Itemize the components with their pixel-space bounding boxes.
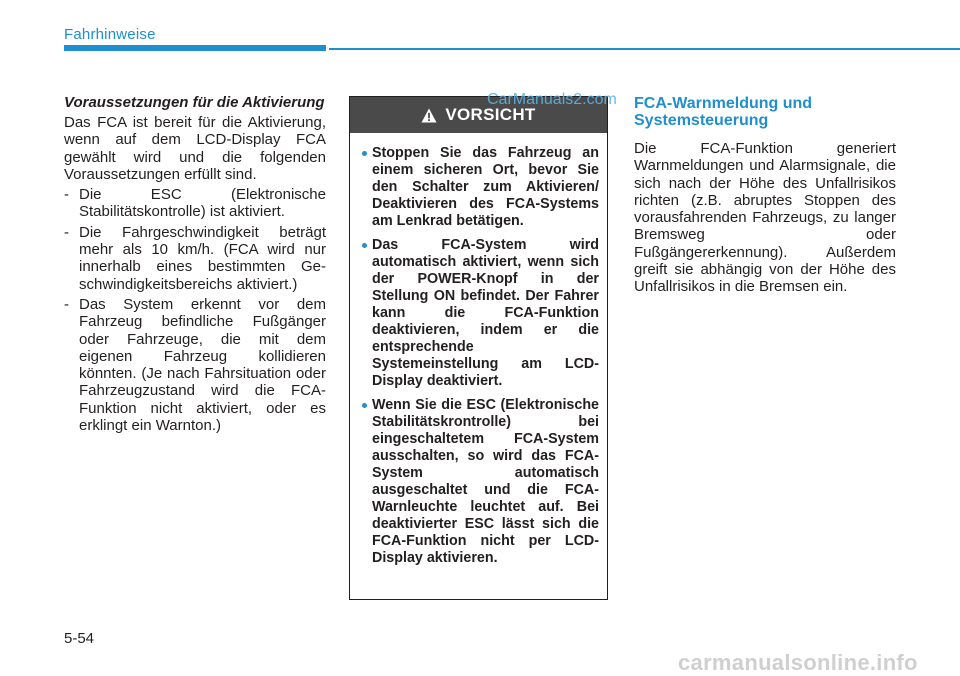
activation-subheading: Voraussetzungen für die Aktivierung [64, 94, 325, 111]
left-column [64, 94, 326, 437]
caution-list [350, 133, 607, 567]
caution-box [349, 96, 608, 600]
list-item: - Die ESC (Elektronische Stabilitätskontrolle) ist aktiviert. [64, 186, 326, 221]
section-title: Fahrhinweise [64, 26, 156, 43]
caution-title: VORSICHT [445, 105, 536, 124]
list-item: - Die Fahrgeschwindigkeit beträgt mehr als 10 km/h. (FCA wird nur innerhalb eines bestimmten Ge-schwindigkeitsbereichs aktiviert.) [64, 224, 326, 293]
caution-item: Stoppen Sie das Fahrzeug an einem sicheren Ort, bevor Sie den Schalter zum Aktivieren/ Deaktivieren des FCA-Systems am Lenkrad betätigen. [362, 145, 599, 230]
caution-item: Wenn Sie die ESC (Elektronische Stabilitätskrontrolle) bei eingeschaltetem FCA-System ausschalten, so wird das FCA-System automatisch ausgeschaltet und die FCA-Warnleuchte leuchtet auf. Bei deaktivierter ESC lässt sich die FCA-Funktion nicht per LCD-Display aktivieren. [362, 397, 599, 567]
activation-intro: Das FCA ist bereit für die Aktivierung, wenn auf dem LCD-Display FCA gewählt wird und die folgenden Voraussetzungen erfüllt sind. [64, 114, 326, 183]
header-rule-thin [329, 48, 960, 50]
activation-conditions-list [64, 186, 326, 434]
watermark-bottom: carmanualsonline.info [678, 650, 918, 675]
header-rule-thick [64, 45, 326, 51]
caution-item: Das FCA-System wird automatisch aktiviert, wenn sich der POWER-Knopf in der Stellung ON befindet. Der Fahrer kann die FCA-Funktion deaktivieren, indem er die entsprechende Systemeinstellung am LCD-Display deaktiviert. [362, 237, 599, 390]
page-number: 5-54 [64, 630, 95, 647]
watermark-top: CarManuals2.com [487, 91, 617, 108]
list-item: - Das System erkennt vor dem Fahrzeug befindliche Fußgänger oder Fahrzeuge, die mit dem eigenen Fahrzeug kollidieren könnten. (Je nach Fahrsituation oder Fahrzeugzustand wird die FCA-Funktion nicht aktiviert, oder es erklingt ein Warnton.) [64, 296, 326, 434]
warning-control-body: Die FCA-Funktion generiert Warnmeldungen und Alarmsignale, die sich nach der Höhe des Unfallrisikos richten (z.B. abruptes Stoppen des vorausfahrenden Fahrzeugs, zu langer Bremsweg oder Fußgängererkennung). Außerdem greift sie abhängig von der Höhe des Unfallrisikos in die Bremsen ein. [634, 140, 896, 296]
warning-triangle-icon [421, 108, 437, 123]
warning-control-heading: FCA-Warnmeldung und Systemsteuerung [634, 95, 813, 129]
right-column [634, 95, 896, 299]
